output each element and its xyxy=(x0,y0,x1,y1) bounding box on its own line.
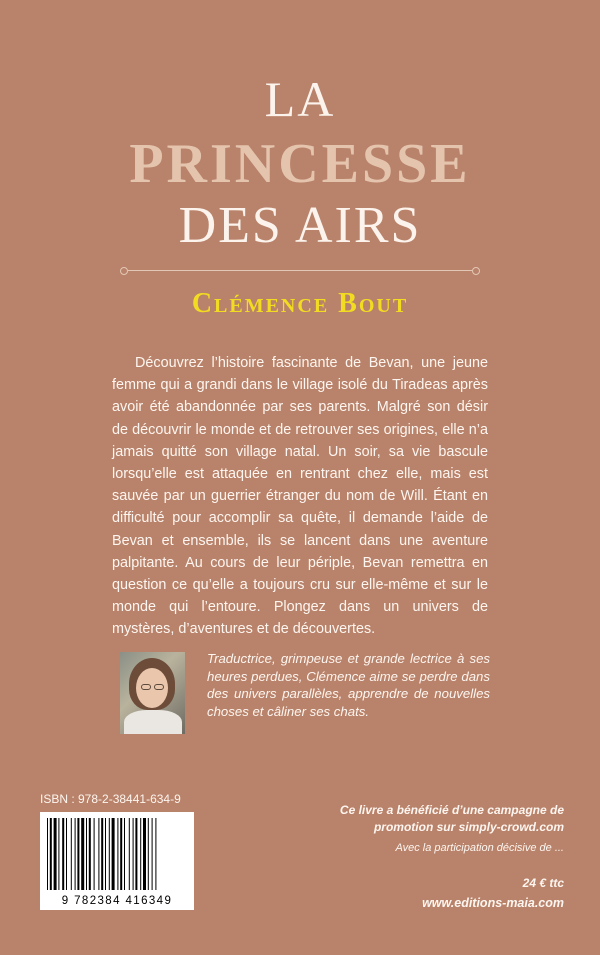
publisher-website: www.editions-maia.com xyxy=(422,896,564,910)
title-line-3: DES AIRS xyxy=(178,197,422,254)
isbn-label: ISBN : 978-2-38441-634-9 xyxy=(40,792,181,806)
ornamental-divider xyxy=(128,270,472,271)
partners-note: Avec la participation décisive de ... xyxy=(395,842,564,854)
promo-note: Ce livre a bénéficié d’une campagne de promotion sur simply-crowd.com xyxy=(339,803,564,834)
price-label: 24 € ttc xyxy=(522,876,564,890)
author-bio: Traductrice, grimpeuse et grande lectrice à ses heures perdues, Clémence aime se perdre dans des univers parallèles, apprendre de nouvelles choses et câliner ses chats. xyxy=(207,651,490,719)
synopsis-text: Découvrez l’histoire fascinante de Bevan, une jeune femme qui a grandi dans le village isolé du Tiradeas après avoir été abandonnée par ses parents. Malgré son désir de découvrir le monde et de retrouver ses origines, elle n’a jamais quitté son village natal. Un soir, sa vie bascule lorsqu’elle est attaquée en rentrant chez elle, mais est sauvée par un guerrier étranger du nom de Will. Étant en difficulté pour accomplir sa quête, il demande l’aide de Bevan et ensemble, ils se lancent dans une aventure palpitante. Au cours de leur périple, Bevan remettra en question ce qu’elle a toujours cru sur elle-même et sur le monde qui l’entoure. Plongez dans un univers de mystères, d’aventures et de découvertes. xyxy=(112,355,488,638)
barcode-bars xyxy=(45,818,189,890)
title-line-2: PRINCESSE xyxy=(129,133,471,195)
barcode-digits: 9 782384 416349 xyxy=(61,895,173,907)
title-line-1: LA xyxy=(264,71,336,127)
author-name: Clémence Bout xyxy=(191,288,409,319)
barcode xyxy=(40,812,194,910)
author-photo xyxy=(120,652,185,734)
